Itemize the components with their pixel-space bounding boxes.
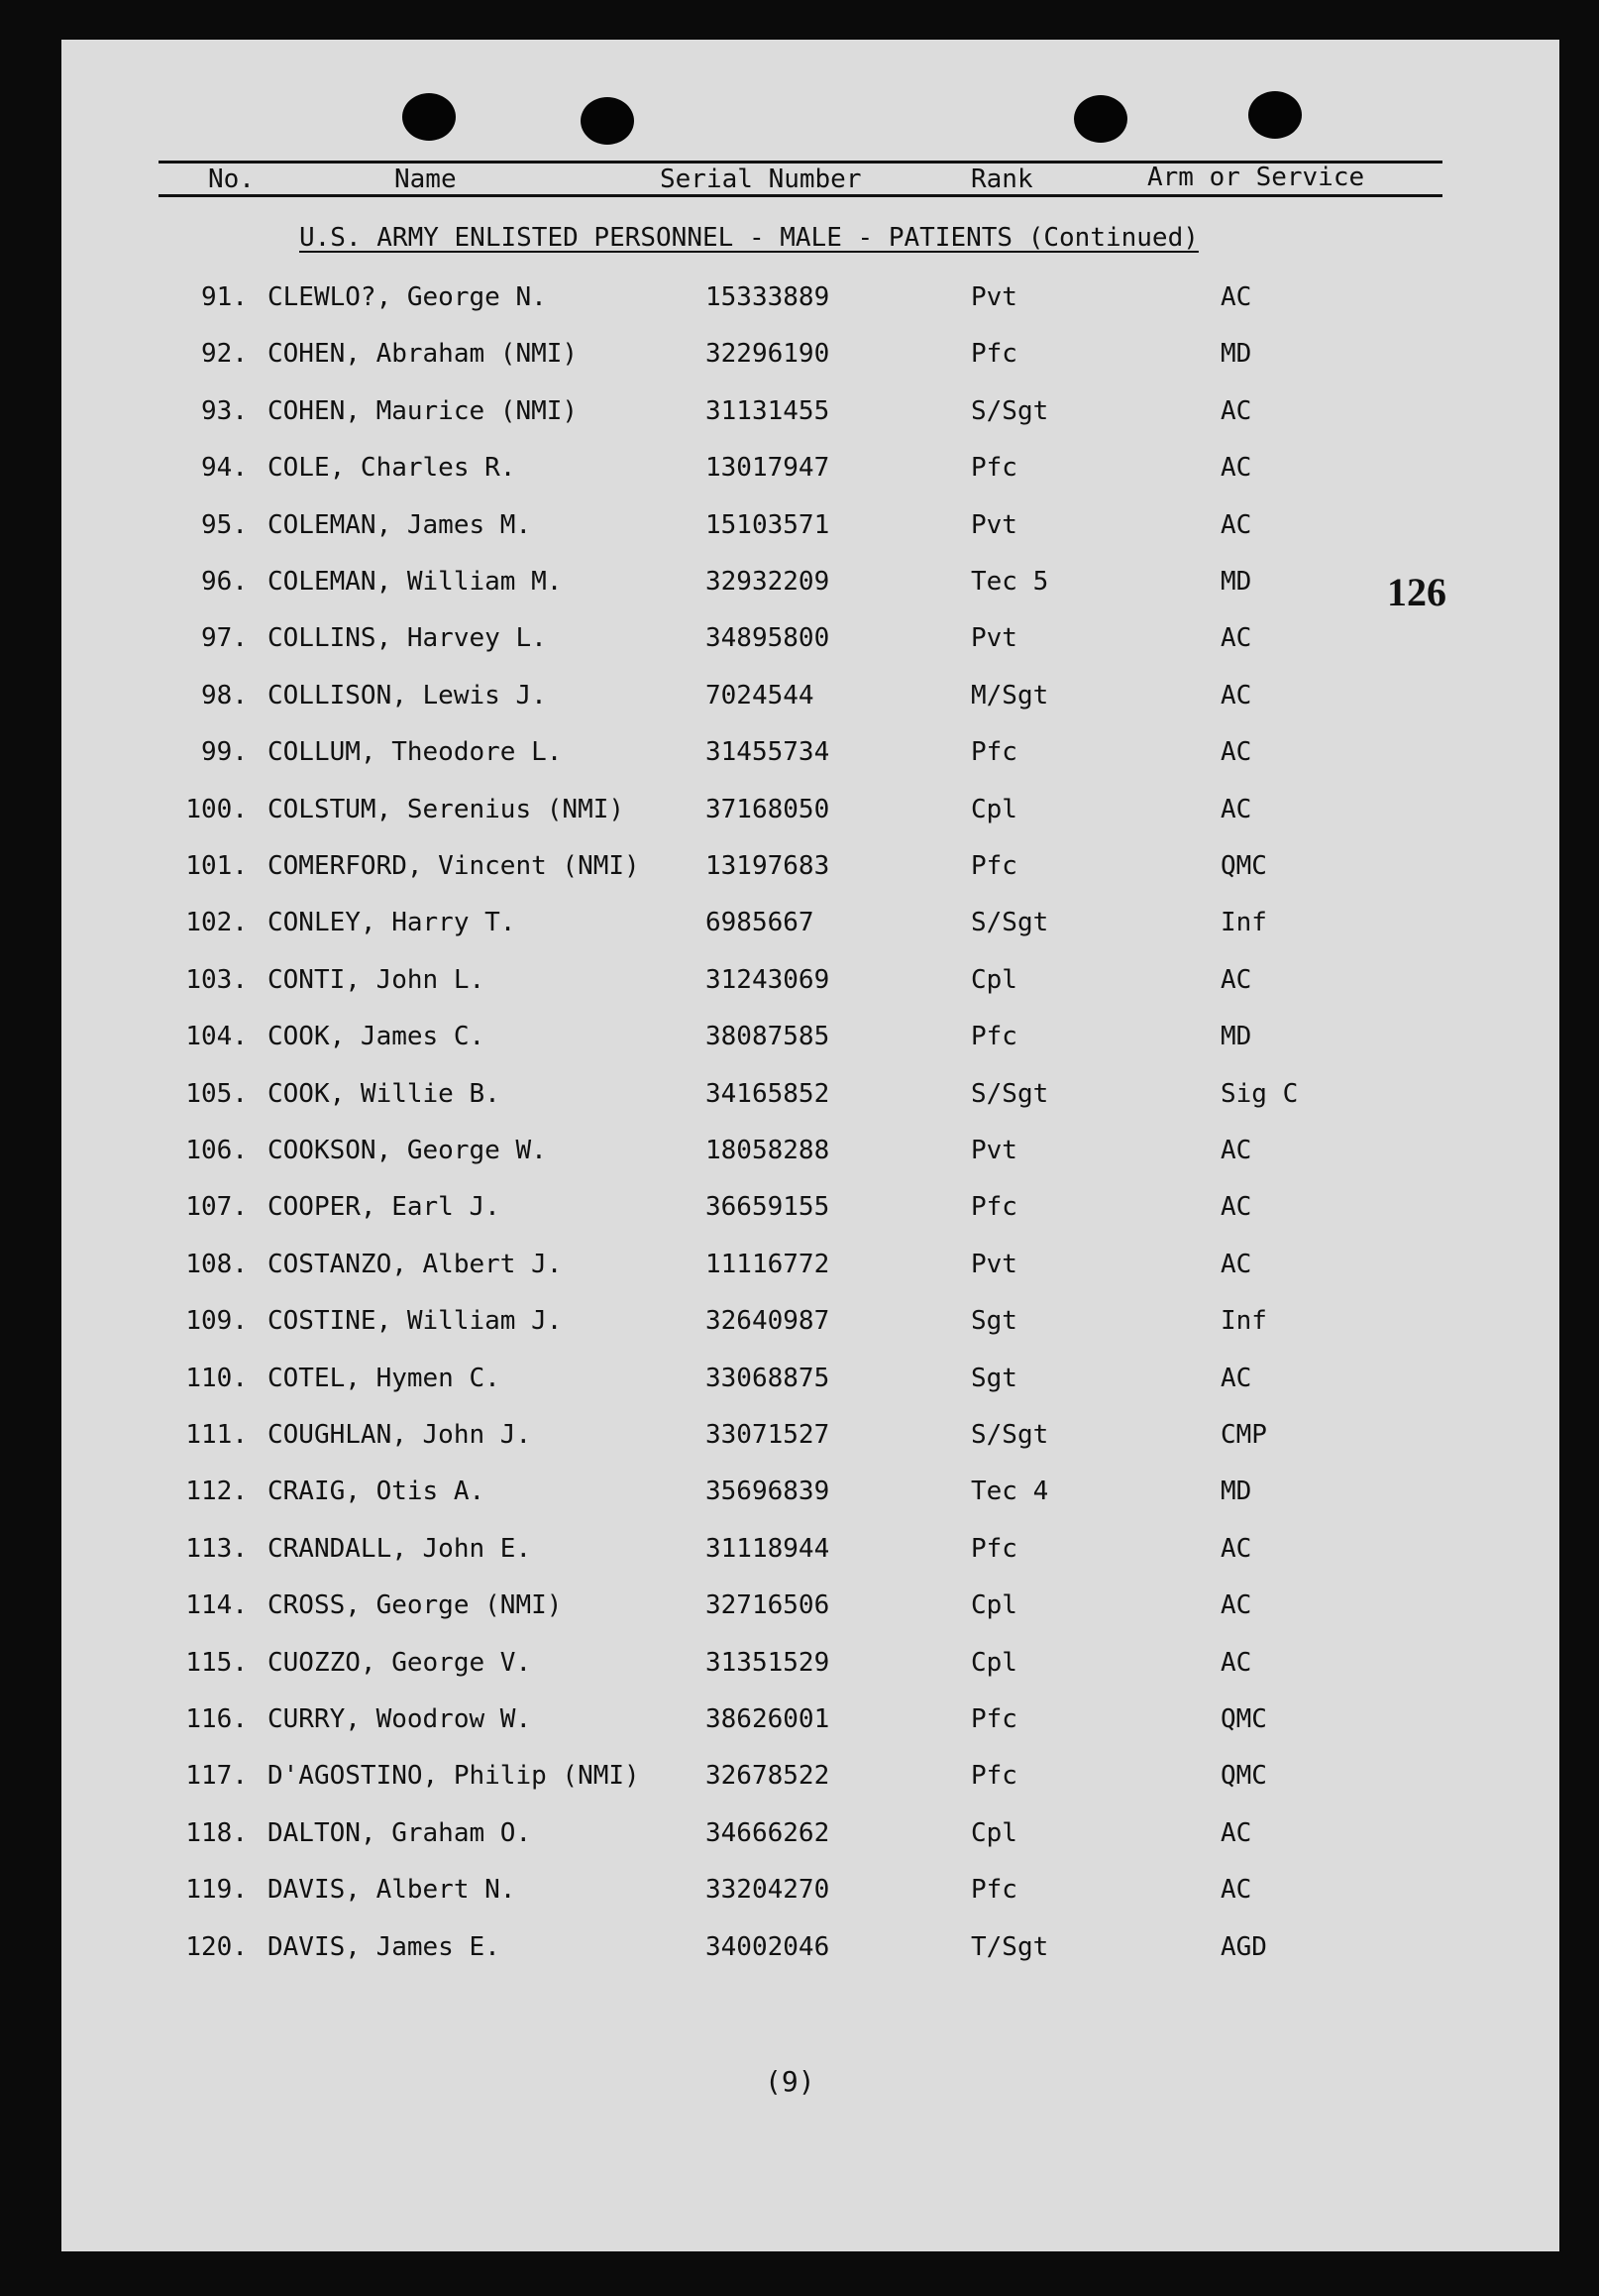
entry-serial-number: 32678522 — [705, 1761, 830, 1791]
table-row — [61, 391, 1448, 431]
entry-arm-or-service: AC — [1221, 1192, 1252, 1222]
entry-arm-or-service: AC — [1221, 965, 1252, 995]
entry-number: 91. — [201, 282, 248, 312]
entry-name: COLLISON, Lewis J. — [267, 681, 547, 711]
header-rule-bottom — [159, 194, 1442, 197]
entry-rank: Pfc — [971, 851, 1017, 881]
entry-number: 101. — [185, 851, 248, 881]
entry-name: COLE, Charles R. — [267, 453, 516, 483]
table-row — [61, 1017, 1448, 1056]
entry-number: 102. — [185, 908, 248, 937]
entry-arm-or-service: AC — [1221, 1648, 1252, 1678]
table-row — [61, 732, 1448, 772]
entry-name: CONLEY, Harry T. — [267, 908, 516, 937]
entry-number: 110. — [185, 1364, 248, 1393]
entry-rank: Cpl — [971, 1818, 1017, 1848]
entry-name: D'AGOSTINO, Philip (NMI) — [267, 1761, 640, 1791]
entry-serial-number: 13197683 — [705, 851, 830, 881]
header-rank: Rank — [971, 164, 1033, 194]
entry-number: 96. — [201, 567, 248, 597]
entry-number: 97. — [201, 623, 248, 653]
entry-name: CONTI, John L. — [267, 965, 485, 995]
entry-serial-number: 34165852 — [705, 1079, 830, 1109]
entry-name: COOK, Willie B. — [267, 1079, 500, 1109]
entry-number: 99. — [201, 737, 248, 767]
table-row — [61, 1472, 1448, 1511]
table-row — [61, 1813, 1448, 1853]
entry-name: COSTINE, William J. — [267, 1306, 563, 1336]
entry-arm-or-service: AC — [1221, 1875, 1252, 1905]
entry-arm-or-service: MD — [1221, 567, 1252, 597]
entry-name: CRAIG, Otis A. — [267, 1476, 485, 1506]
table-row — [61, 676, 1448, 715]
table-row — [61, 1529, 1448, 1569]
entry-serial-number: 35696839 — [705, 1476, 830, 1506]
entry-serial-number: 34666262 — [705, 1818, 830, 1848]
table-row — [61, 1245, 1448, 1284]
stamped-number: 126 — [1387, 570, 1446, 614]
entry-rank: Pfc — [971, 1534, 1017, 1564]
entry-number: 98. — [201, 681, 248, 711]
entry-serial-number: 18058288 — [705, 1136, 830, 1165]
entry-name: COSTANZO, Albert J. — [267, 1250, 563, 1279]
header-no: No. — [208, 164, 255, 194]
entry-number: 108. — [185, 1250, 248, 1279]
entry-name: CURRY, Woodrow W. — [267, 1704, 532, 1734]
entry-number: 115. — [185, 1648, 248, 1678]
entry-number: 103. — [185, 965, 248, 995]
entry-number: 119. — [185, 1875, 248, 1905]
table-row — [61, 1585, 1448, 1625]
entry-serial-number: 32640987 — [705, 1306, 830, 1336]
entry-arm-or-service: AC — [1221, 681, 1252, 711]
entry-name: COOK, James C. — [267, 1022, 485, 1051]
entry-serial-number: 32716506 — [705, 1590, 830, 1620]
table-row — [61, 1359, 1448, 1398]
entry-name: COHEN, Abraham (NMI) — [267, 339, 579, 369]
entry-arm-or-service: AC — [1221, 1534, 1252, 1564]
entry-arm-or-service: CMP — [1221, 1420, 1267, 1450]
table-row — [61, 562, 1448, 601]
entry-arm-or-service: MD — [1221, 339, 1252, 369]
table-row — [61, 1131, 1448, 1170]
table-row — [61, 1187, 1448, 1227]
entry-number: 106. — [185, 1136, 248, 1165]
entry-number: 105. — [185, 1079, 248, 1109]
entry-arm-or-service: AC — [1221, 737, 1252, 767]
section-subtitle: U.S. ARMY ENLISTED PERSONNEL - MALE - PATIENTS (Continued) — [299, 223, 1199, 253]
entry-serial-number: 38626001 — [705, 1704, 830, 1734]
entry-rank: Pfc — [971, 1704, 1017, 1734]
entry-arm-or-service: AC — [1221, 1250, 1252, 1279]
entry-rank: Pvt — [971, 282, 1017, 312]
entry-serial-number: 34895800 — [705, 623, 830, 653]
entry-serial-number: 38087585 — [705, 1022, 830, 1051]
entry-rank: Cpl — [971, 965, 1017, 995]
entry-arm-or-service: AGD — [1221, 1932, 1267, 1962]
table-row — [61, 334, 1448, 374]
entry-arm-or-service: Inf — [1221, 1306, 1267, 1336]
entry-name: COOKSON, George W. — [267, 1136, 547, 1165]
entry-arm-or-service: AC — [1221, 623, 1252, 653]
entry-number: 95. — [201, 510, 248, 540]
entry-number: 104. — [185, 1022, 248, 1051]
entry-rank: Tec 5 — [971, 567, 1049, 597]
entry-arm-or-service: MD — [1221, 1476, 1252, 1506]
entry-serial-number: 11116772 — [705, 1250, 830, 1279]
table-row — [61, 505, 1448, 545]
entry-number: 116. — [185, 1704, 248, 1734]
entry-arm-or-service: Sig C — [1221, 1079, 1299, 1109]
entry-name: COLLUM, Theodore L. — [267, 737, 563, 767]
entry-number: 107. — [185, 1192, 248, 1222]
punch-hole — [581, 97, 634, 145]
table-row — [61, 1643, 1448, 1683]
table-row — [61, 448, 1448, 488]
entry-serial-number: 32296190 — [705, 339, 830, 369]
entry-rank: Pfc — [971, 339, 1017, 369]
entry-arm-or-service: AC — [1221, 1590, 1252, 1620]
entry-number: 94. — [201, 453, 248, 483]
entry-name: COHEN, Maurice (NMI) — [267, 396, 579, 426]
entry-serial-number: 6985667 — [705, 908, 814, 937]
entry-serial-number: 31131455 — [705, 396, 830, 426]
entry-rank: Pvt — [971, 510, 1017, 540]
entry-serial-number: 34002046 — [705, 1932, 830, 1962]
entry-number: 111. — [185, 1420, 248, 1450]
table-row — [61, 790, 1448, 829]
table-row — [61, 846, 1448, 886]
entry-serial-number: 33204270 — [705, 1875, 830, 1905]
table-row — [61, 1415, 1448, 1455]
entry-number: 117. — [185, 1761, 248, 1791]
entry-rank: S/Sgt — [971, 396, 1049, 426]
entry-serial-number: 33071527 — [705, 1420, 830, 1450]
entry-rank: Cpl — [971, 795, 1017, 824]
entry-rank: Pfc — [971, 1761, 1017, 1791]
table-row — [61, 1699, 1448, 1739]
entry-arm-or-service: AC — [1221, 795, 1252, 824]
entry-rank: Sgt — [971, 1364, 1017, 1393]
entry-rank: S/Sgt — [971, 908, 1049, 937]
entry-rank: Tec 4 — [971, 1476, 1049, 1506]
entry-rank: Pvt — [971, 1136, 1017, 1165]
entry-name: CLEWLO?, George N. — [267, 282, 547, 312]
entry-arm-or-service: Inf — [1221, 908, 1267, 937]
entry-arm-or-service: MD — [1221, 1022, 1252, 1051]
entry-name: COMERFORD, Vincent (NMI) — [267, 851, 640, 881]
entry-serial-number: 31455734 — [705, 737, 830, 767]
entry-arm-or-service: QMC — [1221, 1761, 1267, 1791]
entry-rank: Pfc — [971, 1192, 1017, 1222]
entry-serial-number: 13017947 — [705, 453, 830, 483]
entry-serial-number: 37168050 — [705, 795, 830, 824]
header-serial-number: Serial Number — [660, 164, 862, 194]
entry-name: COUGHLAN, John J. — [267, 1420, 532, 1450]
table-row — [61, 277, 1448, 317]
entry-arm-or-service: QMC — [1221, 1704, 1267, 1734]
entry-name: DALTON, Graham O. — [267, 1818, 532, 1848]
entry-number: 113. — [185, 1534, 248, 1564]
header-name: Name — [394, 164, 457, 194]
entry-rank: Cpl — [971, 1648, 1017, 1678]
entry-arm-or-service: AC — [1221, 1818, 1252, 1848]
entry-name: COLLINS, Harvey L. — [267, 623, 547, 653]
punch-hole — [1074, 95, 1127, 143]
entry-rank: Pfc — [971, 453, 1017, 483]
entry-rank: Pfc — [971, 737, 1017, 767]
table-row — [61, 1870, 1448, 1910]
entry-name: CROSS, George (NMI) — [267, 1590, 563, 1620]
entry-serial-number: 32932209 — [705, 567, 830, 597]
entry-name: CUOZZO, George V. — [267, 1648, 532, 1678]
table-row — [61, 1756, 1448, 1796]
table-row — [61, 960, 1448, 1000]
entry-rank: Pfc — [971, 1022, 1017, 1051]
entry-name: COTEL, Hymen C. — [267, 1364, 500, 1393]
table-row — [61, 1074, 1448, 1114]
entry-serial-number: 31118944 — [705, 1534, 830, 1564]
entry-serial-number: 31351529 — [705, 1648, 830, 1678]
entry-rank: Pvt — [971, 1250, 1017, 1279]
entry-name: COLEMAN, William M. — [267, 567, 563, 597]
punch-hole — [1248, 91, 1302, 139]
entry-number: 120. — [185, 1932, 248, 1962]
entry-number: 92. — [201, 339, 248, 369]
document-page — [61, 40, 1559, 2251]
entry-serial-number: 36659155 — [705, 1192, 830, 1222]
entry-rank: S/Sgt — [971, 1079, 1049, 1109]
entry-arm-or-service: AC — [1221, 1364, 1252, 1393]
entry-name: DAVIS, Albert N. — [267, 1875, 516, 1905]
entry-serial-number: 7024544 — [705, 681, 814, 711]
entry-name: COLSTUM, Serenius (NMI) — [267, 795, 625, 824]
page-number: (9) — [765, 2065, 815, 2098]
entry-serial-number: 31243069 — [705, 965, 830, 995]
entry-rank: S/Sgt — [971, 1420, 1049, 1450]
entry-arm-or-service: AC — [1221, 453, 1252, 483]
entry-rank: Cpl — [971, 1590, 1017, 1620]
entry-arm-or-service: AC — [1221, 396, 1252, 426]
entry-number: 100. — [185, 795, 248, 824]
entry-arm-or-service: AC — [1221, 282, 1252, 312]
entry-name: COOPER, Earl J. — [267, 1192, 500, 1222]
entry-rank: Sgt — [971, 1306, 1017, 1336]
entry-arm-or-service: AC — [1221, 1136, 1252, 1165]
table-row — [61, 903, 1448, 942]
header-arm-or-service: Arm or Service — [1147, 163, 1365, 192]
table-row — [61, 1301, 1448, 1341]
entry-rank: Pvt — [971, 623, 1017, 653]
entry-rank: Pfc — [971, 1875, 1017, 1905]
entry-name: DAVIS, James E. — [267, 1932, 500, 1962]
entry-rank: M/Sgt — [971, 681, 1049, 711]
entry-number: 112. — [185, 1476, 248, 1506]
entry-number: 114. — [185, 1590, 248, 1620]
entry-number: 109. — [185, 1306, 248, 1336]
entry-rank: T/Sgt — [971, 1932, 1049, 1962]
entry-name: CRANDALL, John E. — [267, 1534, 532, 1564]
entry-number: 93. — [201, 396, 248, 426]
entry-serial-number: 33068875 — [705, 1364, 830, 1393]
table-row — [61, 1927, 1448, 1967]
entry-number: 118. — [185, 1818, 248, 1848]
entry-serial-number: 15333889 — [705, 282, 830, 312]
table-row — [61, 618, 1448, 658]
entry-serial-number: 15103571 — [705, 510, 830, 540]
entry-name: COLEMAN, James M. — [267, 510, 532, 540]
entry-arm-or-service: QMC — [1221, 851, 1267, 881]
punch-hole — [402, 93, 456, 141]
entry-arm-or-service: AC — [1221, 510, 1252, 540]
